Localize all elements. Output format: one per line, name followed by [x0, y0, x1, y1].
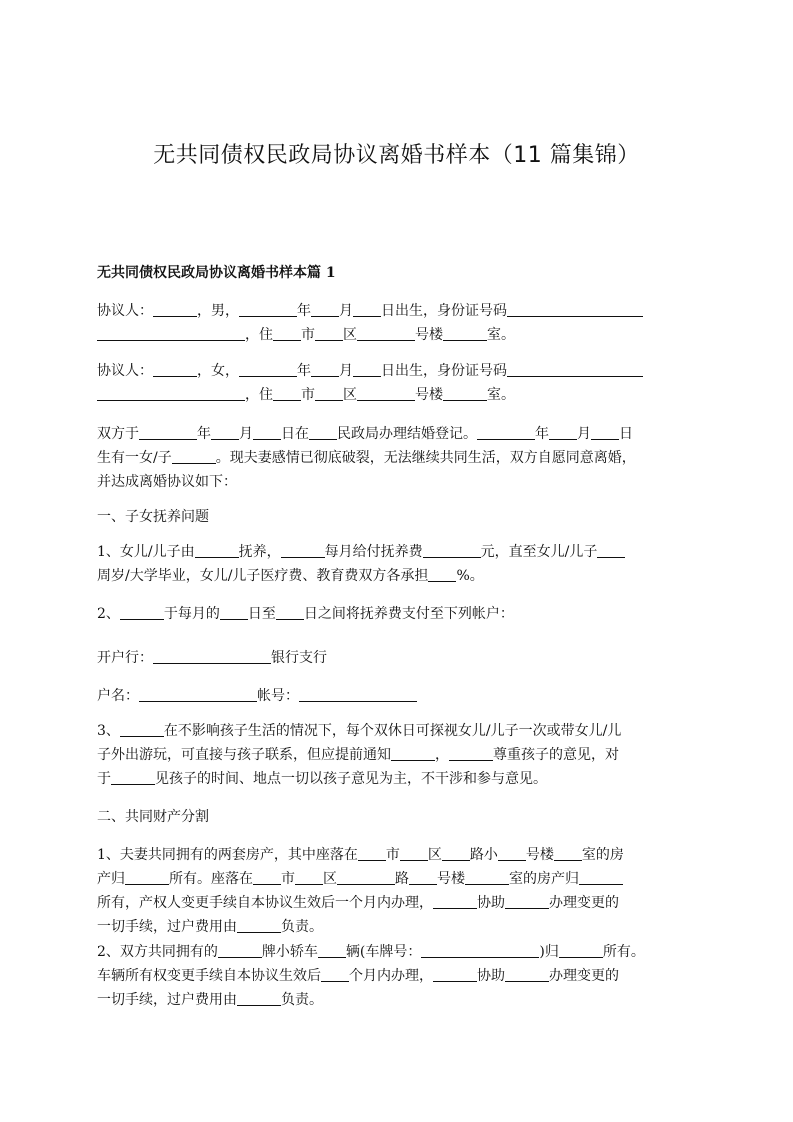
blank-field[interactable] — [153, 300, 197, 317]
blank-field[interactable] — [554, 844, 582, 861]
text: 号楼 — [525, 847, 554, 863]
blank-field[interactable] — [357, 324, 415, 341]
text: 月 — [577, 426, 591, 442]
blank-field[interactable] — [449, 744, 493, 761]
blank-field[interactable] — [337, 868, 395, 885]
text: ，男， — [197, 303, 239, 319]
text: 年 — [297, 303, 311, 319]
blank-field[interactable] — [358, 844, 386, 861]
text: ，女， — [197, 363, 239, 379]
text: 牌小轿车 — [261, 944, 318, 960]
blank-field[interactable] — [443, 384, 487, 401]
text: 市 — [301, 387, 315, 403]
text: 子外出游玩，可直接与孩子联系，但应提前通知 — [97, 747, 391, 763]
text: 协议人： — [97, 303, 153, 319]
blank-field[interactable] — [357, 384, 415, 401]
text: )归 — [539, 944, 559, 960]
text: 抚养， — [238, 544, 281, 560]
blank-field[interactable] — [237, 916, 281, 933]
blank-field[interactable] — [220, 603, 248, 620]
blank-field[interactable] — [273, 384, 301, 401]
blank-field[interactable] — [597, 541, 625, 558]
text: 户名： — [97, 688, 139, 704]
text: 所有。 — [602, 944, 645, 960]
blank-field[interactable] — [111, 768, 155, 785]
text: 区 — [343, 387, 357, 403]
blank-field[interactable] — [120, 720, 164, 737]
blank-field[interactable] — [353, 360, 381, 377]
text: 室的房产归 — [509, 871, 579, 887]
blank-field[interactable] — [239, 360, 297, 377]
blank-field[interactable] — [433, 965, 477, 982]
text: 年 — [297, 363, 311, 379]
blank-field[interactable] — [421, 941, 539, 958]
text: 个月内办理， — [349, 968, 433, 984]
blank-field[interactable] — [591, 423, 619, 440]
blank-field[interactable] — [309, 423, 337, 440]
text: 并达成离婚协议如下： — [97, 474, 237, 490]
blank-field[interactable] — [120, 603, 164, 620]
text: 车辆所有权变更手续自本协议生效后 — [97, 968, 321, 984]
text: 日出生，身份证号码 — [381, 303, 507, 319]
text: 一切手续，过户费用由 — [97, 919, 237, 935]
item2-paragraph — [97, 602, 697, 626]
text: 号楼 — [415, 387, 443, 403]
text: 年 — [535, 426, 549, 442]
blank-field[interactable] — [273, 324, 301, 341]
text: 路小 — [469, 847, 498, 863]
bank-line — [97, 646, 697, 670]
text: 2、双方共同拥有的 — [97, 944, 218, 960]
blank-field[interactable] — [295, 868, 323, 885]
blank-field[interactable] — [549, 423, 577, 440]
blank-field[interactable] — [299, 685, 417, 702]
text: 所有。座落在 — [169, 871, 253, 887]
document-title: 无共同债权民政局协议离婚书样本（11 篇集锦） — [153, 143, 640, 168]
text: 3、 — [97, 723, 120, 739]
text: 年 — [197, 426, 211, 442]
marriage-paragraph — [97, 422, 697, 494]
text: 于 — [97, 771, 111, 787]
text: 2、 — [97, 606, 120, 622]
text: 号楼 — [415, 327, 443, 343]
blank-field[interactable] — [218, 941, 262, 958]
text: 生有一女/子 — [97, 450, 172, 466]
blank-field[interactable] — [465, 868, 509, 885]
blank-field[interactable] — [125, 868, 169, 885]
section-heading: 一、子女抚养问题 — [97, 509, 209, 525]
blank-field[interactable] — [139, 685, 257, 702]
text: 月 — [239, 426, 253, 442]
text: 在不影响孩子生活的情况下，每个双休日可探视女儿/儿子一次或带女儿/儿 — [163, 723, 622, 739]
section-heading: 二、共同财产分割 — [97, 809, 209, 825]
blank-field[interactable] — [253, 868, 281, 885]
blank-field[interactable] — [507, 360, 643, 377]
text: 负责。 — [281, 919, 323, 935]
text: 辆(车牌号： — [345, 944, 422, 960]
text: 路 — [395, 871, 409, 887]
text: 协议人： — [97, 363, 153, 379]
party1-paragraph — [97, 299, 697, 347]
text: 区 — [323, 871, 337, 887]
text: 银行支行 — [271, 650, 327, 666]
text: 1、女儿/儿子由 — [97, 544, 195, 560]
blank-field[interactable] — [433, 892, 477, 909]
item3-paragraph — [97, 719, 697, 791]
section-heading: 无共同债权民政局协议离婚书样本篇 1 — [97, 265, 336, 281]
blank-field[interactable] — [442, 844, 470, 861]
item1-paragraph — [97, 540, 697, 588]
text: 每月给付抚养费 — [324, 544, 423, 560]
blank-field[interactable] — [253, 423, 281, 440]
text: 日在 — [281, 426, 309, 442]
text: 协助 — [477, 968, 505, 984]
blank-field[interactable] — [311, 360, 339, 377]
blank-field[interactable] — [409, 868, 437, 885]
blank-field[interactable] — [505, 892, 549, 909]
text: ，住 — [245, 327, 273, 343]
text: 月 — [339, 363, 353, 379]
text: 月 — [339, 303, 353, 319]
text: 号楼 — [437, 871, 465, 887]
text: 所有，产权人变更手续自本协议生效后一个月内办理， — [97, 895, 433, 911]
party2-paragraph — [97, 359, 697, 407]
text: 日出生，身份证号码 — [381, 363, 507, 379]
blank-field[interactable] — [153, 647, 271, 664]
text: 开户行： — [97, 650, 153, 666]
text: 日之间将抚养费支付至下列帐户： — [303, 606, 514, 622]
blank-field[interactable] — [239, 300, 297, 317]
text: 周岁/大学毕业，女儿/儿子医疗费、教育费双方各承担 — [97, 568, 429, 584]
blank-field[interactable] — [211, 423, 239, 440]
blank-field[interactable] — [559, 941, 603, 958]
text: 元，直至女儿/儿子 — [480, 544, 598, 560]
text: 产归 — [97, 871, 125, 887]
blank-field[interactable] — [400, 844, 428, 861]
text: 于每月的 — [163, 606, 220, 622]
text: 。现夫妻感情已彻底破裂，无法继续共同生活，双方自愿同意离婚， — [215, 450, 636, 466]
text: 室。 — [487, 387, 515, 403]
text: ， — [435, 747, 449, 763]
blank-field[interactable] — [139, 423, 197, 440]
text: 办理变更的 — [549, 968, 619, 984]
text: %。 — [456, 568, 484, 584]
text: 民政局办理结婚登记。 — [337, 426, 477, 442]
blank-field[interactable] — [318, 941, 346, 958]
blank-field[interactable] — [281, 541, 325, 558]
blank-field[interactable] — [172, 447, 216, 464]
blank-field[interactable] — [195, 541, 239, 558]
text: 协助 — [477, 895, 505, 911]
property2-paragraph — [97, 940, 697, 1012]
blank-field[interactable] — [507, 300, 643, 317]
blank-field[interactable] — [315, 384, 343, 401]
blank-field[interactable] — [315, 324, 343, 341]
text: 日 — [619, 426, 633, 442]
blank-field[interactable] — [428, 565, 456, 582]
blank-field[interactable] — [97, 384, 245, 401]
blank-field[interactable] — [311, 300, 339, 317]
text: 一切手续，过户费用由 — [97, 992, 237, 1008]
account-line — [97, 684, 697, 708]
blank-field[interactable] — [505, 965, 549, 982]
text: 尊重孩子的意见，对 — [493, 747, 619, 763]
text: 室。 — [487, 327, 515, 343]
blank-field[interactable] — [321, 965, 349, 982]
property1-paragraph — [97, 843, 697, 939]
text: 市 — [281, 871, 295, 887]
blank-field[interactable] — [579, 868, 623, 885]
text: 室的房 — [581, 847, 624, 863]
text: 市 — [385, 847, 400, 863]
blank-field[interactable] — [353, 300, 381, 317]
text: 区 — [427, 847, 442, 863]
blank-field[interactable] — [391, 744, 435, 761]
blank-field[interactable] — [97, 324, 245, 341]
blank-field[interactable] — [498, 844, 526, 861]
text: ，住 — [245, 387, 273, 403]
text: 市 — [301, 327, 315, 343]
text: 见孩子的时间、地点一切以孩子意见为主，不干涉和参与意见。 — [155, 771, 547, 787]
text: 帐号： — [257, 688, 299, 704]
blank-field[interactable] — [423, 541, 481, 558]
blank-field[interactable] — [477, 423, 535, 440]
text: 双方于 — [97, 426, 139, 442]
blank-field[interactable] — [443, 324, 487, 341]
text: 1、夫妻共同拥有的两套房产，其中座落在 — [97, 847, 358, 863]
blank-field[interactable] — [153, 360, 197, 377]
blank-field[interactable] — [276, 603, 304, 620]
text: 办理变更的 — [549, 895, 619, 911]
text: 日至 — [247, 606, 276, 622]
text: 负责。 — [281, 992, 323, 1008]
blank-field[interactable] — [237, 989, 281, 1006]
text: 区 — [343, 327, 357, 343]
